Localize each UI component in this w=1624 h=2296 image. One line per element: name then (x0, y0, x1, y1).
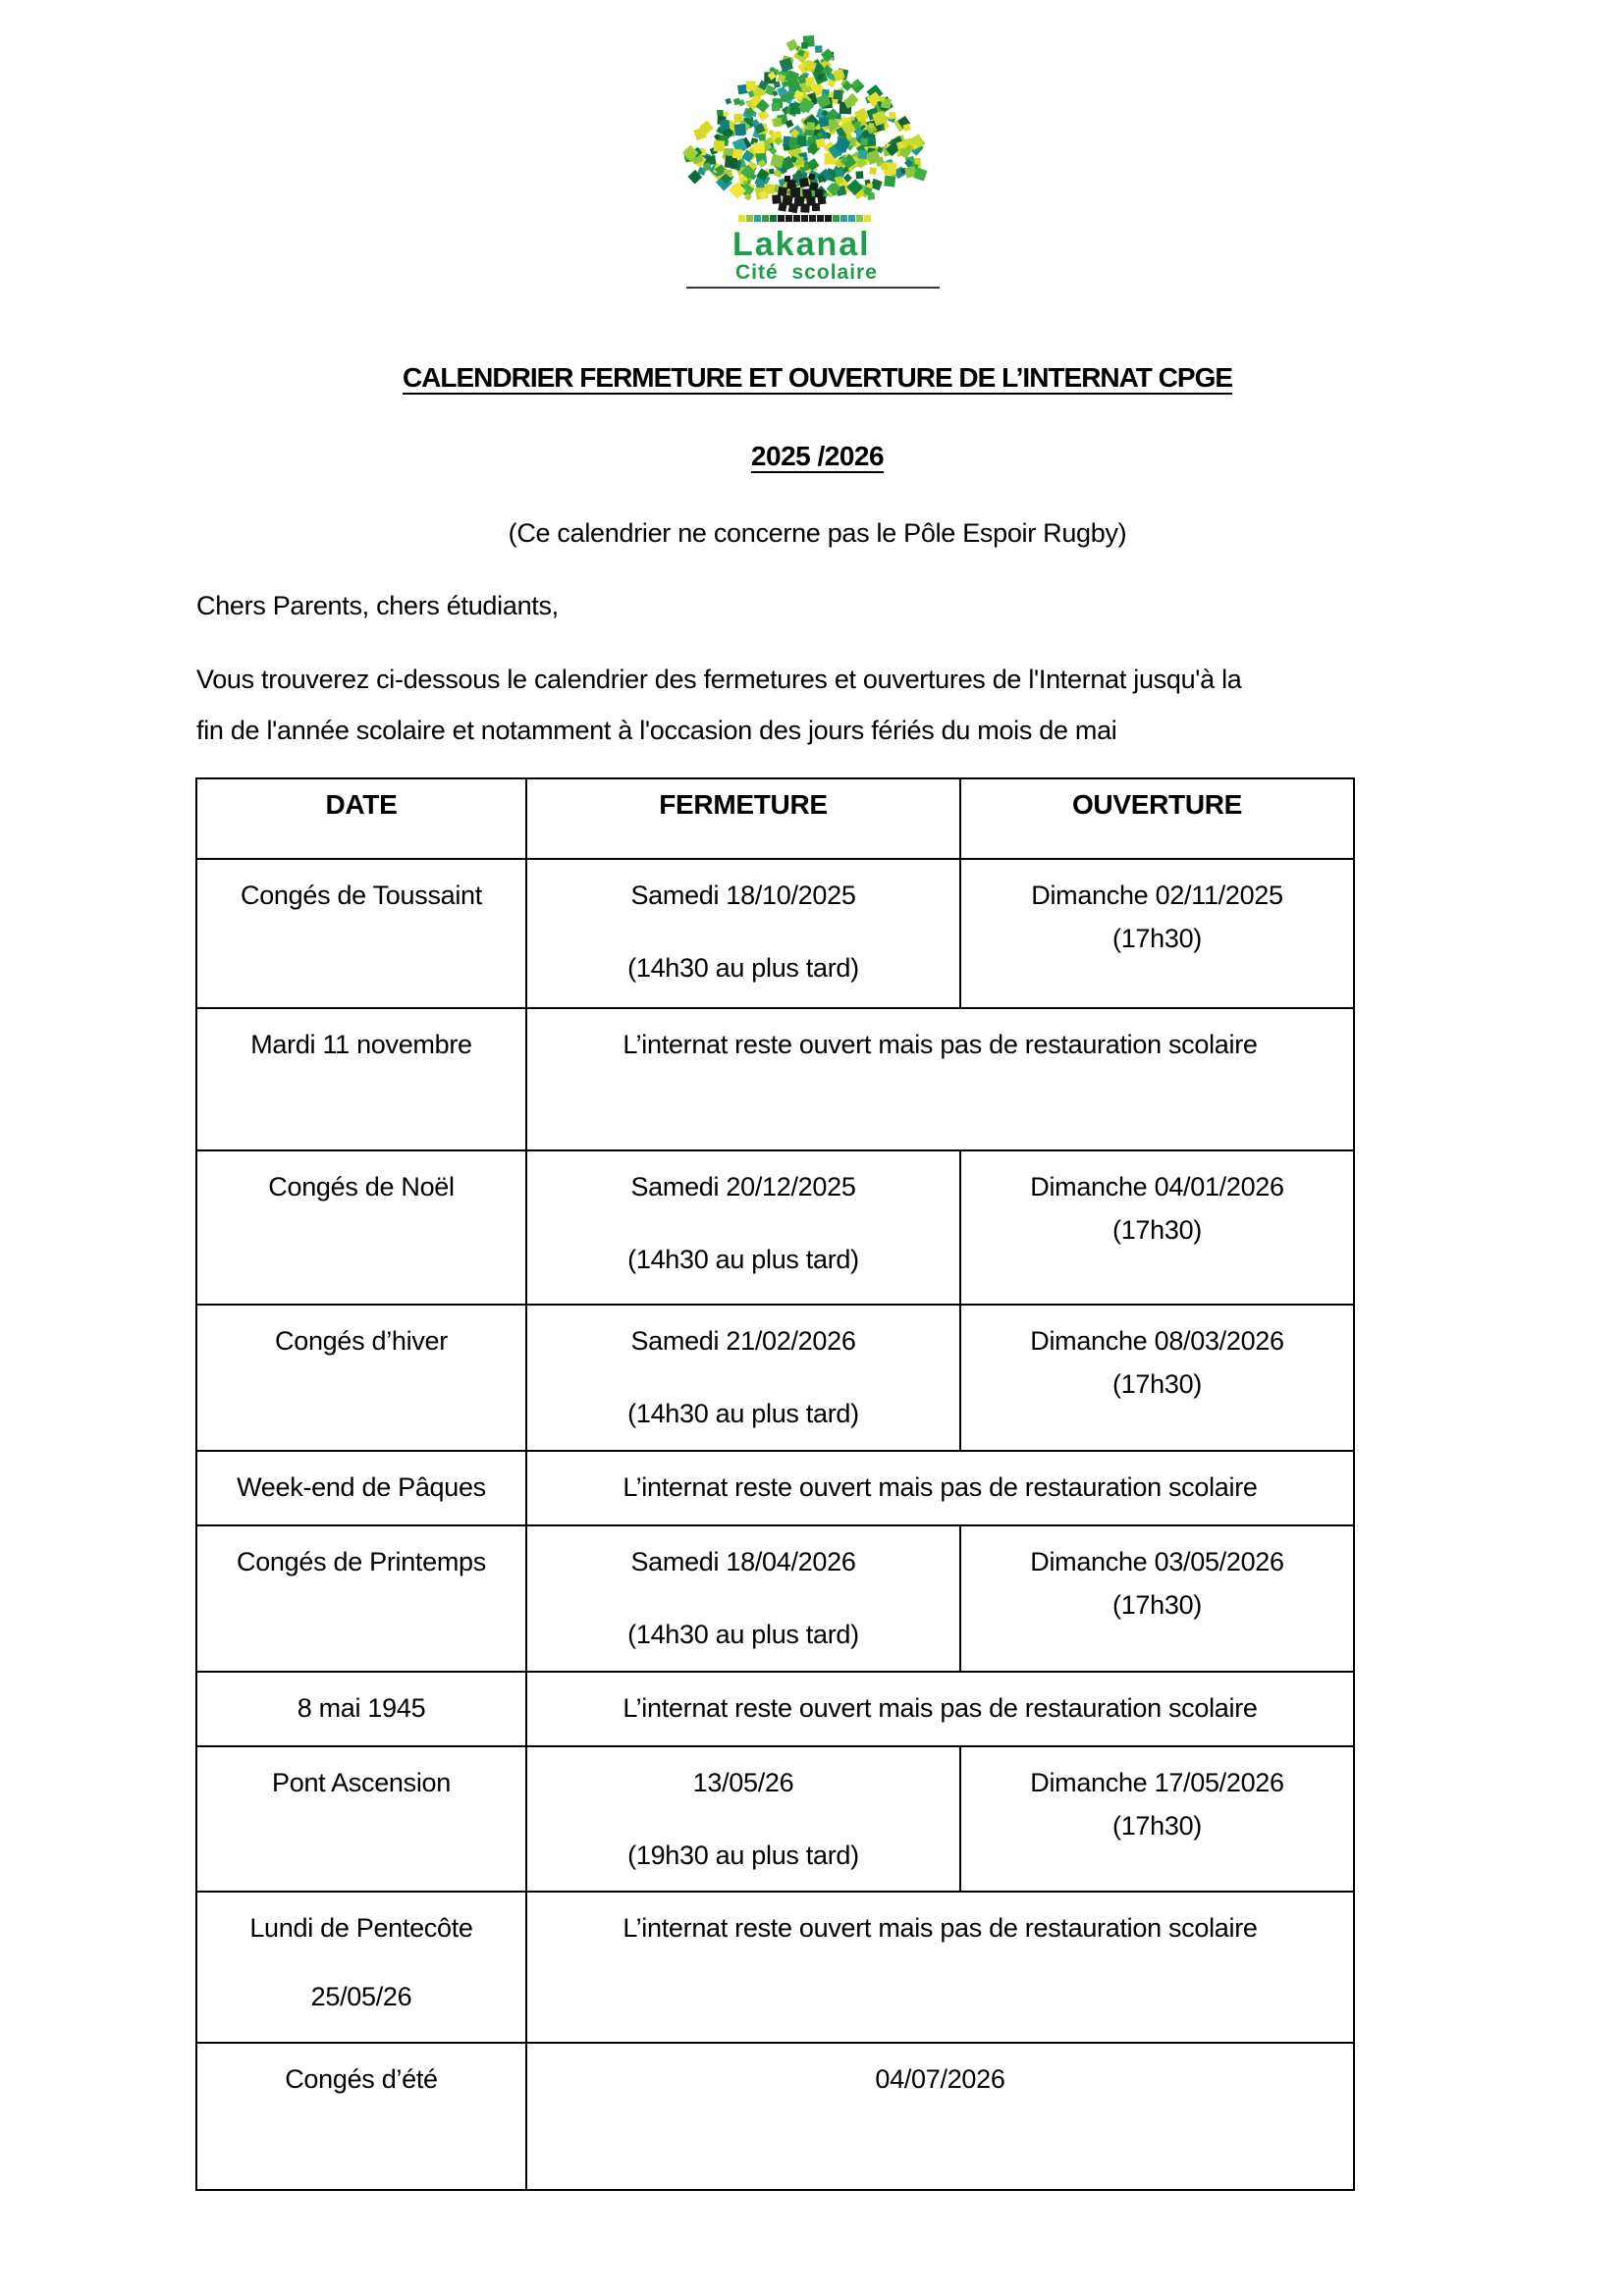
cell-line: L’internat reste ouvert mais pas de restauration scolaire (623, 1472, 1258, 1502)
cell-line: 13/05/26 (692, 1768, 794, 1797)
cell-line: L’internat reste ouvert mais pas de restauration scolaire (623, 1030, 1258, 1059)
tree-logo-icon (668, 25, 962, 226)
cell-line: Congés de Printemps (237, 1547, 486, 1576)
cell-line: (14h30 au plus tard) (627, 953, 859, 983)
cell-merged (526, 1008, 1354, 1150)
scope-note: (Ce calendrier ne concerne pas le Pôle Espoir Rugby) (508, 518, 1127, 548)
cell-line: Samedi 18/10/2025 (630, 881, 856, 910)
cell-ouverture (960, 1150, 1354, 1305)
col-header-ouverture: OUVERTURE (960, 778, 1354, 859)
cell-line: L’internat reste ouvert mais pas de restauration scolaire (623, 1693, 1258, 1723)
cell-ouverture (960, 859, 1354, 1008)
intro-paragraph (196, 654, 1463, 756)
school-year: 2025 /2026 (750, 441, 885, 471)
table-row (196, 1305, 1354, 1451)
table-row (196, 1892, 1354, 2043)
cell-line: (14h30 au plus tard) (627, 1620, 859, 1649)
table-row (196, 1672, 1354, 1746)
cell-line: 04/07/2026 (875, 2064, 1005, 2094)
page-title: CALENDRIER FERMETURE ET OUVERTURE DE L’INTERNAT CPGE (402, 362, 1233, 393)
table-row (196, 1150, 1354, 1305)
cell-line: Dimanche 02/11/2025 (1031, 881, 1283, 910)
calendar-table (195, 777, 1355, 2191)
cell-line: Congés de Toussaint (241, 881, 482, 910)
cell-line: 25/05/26 (310, 1982, 412, 2011)
cell-date (196, 1451, 526, 1525)
cell-fermeture (526, 1305, 960, 1451)
cell-line: Mardi 11 novembre (250, 1030, 472, 1059)
header-row (196, 778, 1354, 859)
cell-date (196, 859, 526, 1008)
col-header-fermeture: FERMETURE (526, 778, 960, 859)
logo-tagline: Cité scolaire (735, 261, 878, 284)
cell-line: (17h30) (1112, 924, 1202, 953)
cell-date (196, 1305, 526, 1451)
cell-line: Dimanche 04/01/2026 (1030, 1172, 1284, 1201)
cell-line: (17h30) (1112, 1369, 1202, 1399)
cell-line: Dimanche 03/05/2026 (1030, 1547, 1284, 1576)
greeting: Chers Parents, chers étudiants, (196, 591, 559, 620)
cell-ouverture (960, 1305, 1354, 1451)
cell-date (196, 1525, 526, 1672)
cell-line: Pont Ascension (272, 1768, 451, 1797)
cell-line: (17h30) (1112, 1811, 1202, 1841)
cell-line: (14h30 au plus tard) (627, 1399, 859, 1428)
cell-fermeture (526, 859, 960, 1008)
cell-date (196, 1672, 526, 1746)
cell-fermeture (526, 1150, 960, 1305)
intro-line: Vous trouverez ci-dessous le calendrier des fermetures et ouvertures de l'Internat jusqu'à la (196, 665, 1242, 694)
cell-line: Week-end de Pâques (237, 1472, 486, 1502)
cell-ouverture (960, 1746, 1354, 1892)
cell-merged (526, 2043, 1354, 2190)
cell-merged (526, 1672, 1354, 1746)
cell-line: L’internat reste ouvert mais pas de restauration scolaire (623, 1913, 1258, 1943)
col-header-date: DATE (196, 778, 526, 859)
table-row (196, 2043, 1354, 2190)
cell-ouverture (960, 1525, 1354, 1672)
cell-line: Congés de Noël (268, 1172, 455, 1201)
cell-date (196, 1150, 526, 1305)
logo-divider (686, 287, 940, 289)
cell-line: Samedi 20/12/2025 (630, 1172, 856, 1201)
cell-line: Lundi de Pentecôte (249, 1913, 473, 1943)
cell-merged (526, 1892, 1354, 2043)
cell-line: (17h30) (1112, 1215, 1202, 1245)
cell-date (196, 1746, 526, 1892)
cell-line: Congés d’hiver (275, 1326, 448, 1356)
table-row (196, 1008, 1354, 1150)
table-row (196, 1451, 1354, 1525)
table-row (196, 1525, 1354, 1672)
cell-line: (14h30 au plus tard) (627, 1245, 859, 1274)
cell-line: Samedi 21/02/2026 (630, 1326, 856, 1356)
cell-fermeture (526, 1525, 960, 1672)
cell-line: Congés d’été (285, 2064, 438, 2094)
logo-brand-text: Lakanal (732, 226, 871, 263)
cell-line: Dimanche 17/05/2026 (1030, 1768, 1284, 1797)
table-row (196, 859, 1354, 1008)
cell-line: (17h30) (1112, 1590, 1202, 1620)
cell-line: 8 mai 1945 (297, 1693, 426, 1723)
cell-date (196, 2043, 526, 2190)
cell-fermeture (526, 1746, 960, 1892)
cell-line: Dimanche 08/03/2026 (1030, 1326, 1284, 1356)
cell-line: (19h30 au plus tard) (627, 1841, 859, 1870)
cell-line: Samedi 18/04/2026 (630, 1547, 856, 1576)
table-row (196, 1746, 1354, 1892)
cell-merged (526, 1451, 1354, 1525)
intro-line: fin de l'année scolaire et notamment à l'occasion des jours fériés du mois de mai (196, 716, 1117, 745)
cell-date (196, 1892, 526, 2043)
cell-date (196, 1008, 526, 1150)
